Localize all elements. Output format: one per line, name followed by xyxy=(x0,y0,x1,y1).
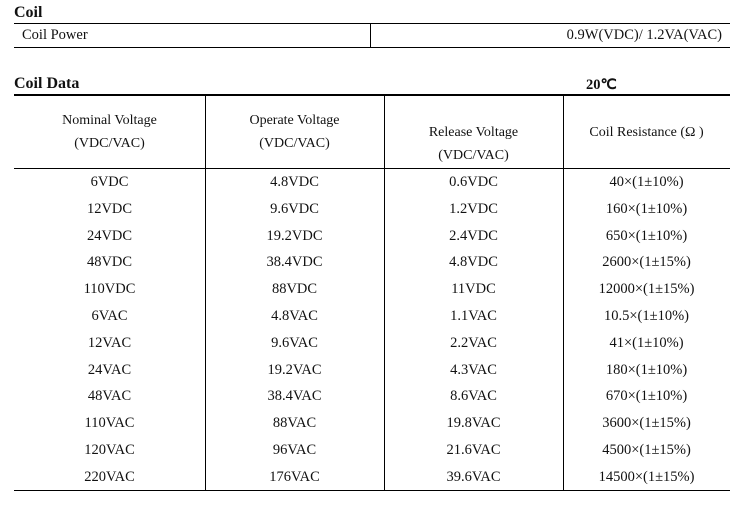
cell-resistance: 12000×(1±15%) xyxy=(598,281,695,298)
data-table-bottom-border xyxy=(14,490,730,491)
cell-resistance: 670×(1±10%) xyxy=(605,388,688,405)
cell-operate: 19.2VAC xyxy=(267,361,322,378)
header-operate-voltage xyxy=(205,109,384,155)
cell-resistance: 10.5×(1±10%) xyxy=(604,308,689,324)
coil-power-label: Coil Power xyxy=(22,27,88,43)
cell-resistance: 180×(1±10%) xyxy=(605,361,688,378)
cell-nominal: 24VDC xyxy=(86,227,133,244)
cell-release: 2.4VDC xyxy=(449,227,498,244)
cell-resistance: 650×(1±10%) xyxy=(605,227,688,244)
coil-data-section-title: Coil Data xyxy=(14,75,80,92)
cell-operate: 19.2VDC xyxy=(266,227,323,244)
coil-section-title: Coil xyxy=(14,4,43,21)
cell-operate: 38.4VDC xyxy=(266,254,323,271)
cell-release: 2.2VAC xyxy=(450,334,497,351)
cell-resistance: 41×(1±10%) xyxy=(609,334,684,351)
cell-release: 4.3VAC xyxy=(450,361,497,378)
header-operate-line1: Operate Voltage xyxy=(249,113,340,128)
cell-operate: 88VDC xyxy=(271,281,318,298)
data-table-header-border xyxy=(14,168,730,169)
cell-nominal: 110VDC xyxy=(83,281,136,298)
cell-release: 1.1VAC xyxy=(450,308,497,324)
cell-resistance: 3600×(1±15%) xyxy=(602,415,691,432)
cell-release: 1.2VDC xyxy=(449,200,498,217)
coil-table-divider xyxy=(370,23,371,47)
cell-resistance: 2600×(1±15%) xyxy=(602,254,691,271)
cell-release: 19.8VAC xyxy=(446,415,501,432)
cell-release: 0.6VDC xyxy=(449,174,498,190)
header-nominal-voltage xyxy=(14,109,205,155)
data-table-top-border xyxy=(14,94,730,96)
cell-resistance: 14500×(1±15%) xyxy=(598,468,695,485)
header-release-line2: (VDC/VAC) xyxy=(438,148,509,163)
cell-release: 11VDC xyxy=(451,281,496,298)
cell-release: 39.6VAC xyxy=(446,468,501,485)
cell-nominal: 48VAC xyxy=(87,388,132,405)
header-release-voltage xyxy=(384,121,563,167)
cell-resistance: 160×(1±10%) xyxy=(605,200,688,217)
cell-operate: 88VAC xyxy=(272,415,317,432)
cell-release: 21.6VAC xyxy=(446,442,501,458)
cell-operate: 4.8VDC xyxy=(270,174,319,190)
cell-nominal: 110VAC xyxy=(84,415,135,432)
cell-nominal: 48VDC xyxy=(86,254,133,271)
cell-nominal: 220VAC xyxy=(84,468,135,485)
coil-power-value: 0.9W(VDC)/ 1.2VA(VAC) xyxy=(566,27,722,43)
cell-resistance: 40×(1±10%) xyxy=(609,174,684,190)
cell-operate: 176VAC xyxy=(269,468,320,485)
cell-operate: 9.6VAC xyxy=(271,334,318,351)
cell-operate: 4.8VAC xyxy=(271,308,318,324)
coil-table-bottom-border xyxy=(14,47,730,48)
cell-nominal: 12VDC xyxy=(86,200,133,217)
cell-nominal: 6VAC xyxy=(91,308,128,324)
cell-operate: 38.4VAC xyxy=(267,388,322,405)
cell-operate: 96VAC xyxy=(272,442,317,458)
cell-nominal: 6VDC xyxy=(90,174,129,190)
cell-resistance: 4500×(1±15%) xyxy=(602,442,691,458)
cell-operate: 9.6VDC xyxy=(270,200,319,217)
header-nominal-line1: Nominal Voltage xyxy=(62,113,157,128)
temperature-label: 20℃ xyxy=(586,77,617,93)
cell-nominal: 24VAC xyxy=(87,361,132,378)
cell-nominal: 12VAC xyxy=(87,334,132,351)
cell-release: 4.8VDC xyxy=(449,254,498,271)
coil-table-top-border xyxy=(14,23,730,24)
header-nominal-line2: (VDC/VAC) xyxy=(74,136,145,151)
header-operate-line2: (VDC/VAC) xyxy=(259,136,330,151)
cell-nominal: 120VAC xyxy=(84,442,135,458)
header-coil-resistance: Coil Resistance (Ω ) xyxy=(589,125,704,140)
cell-release: 8.6VAC xyxy=(450,388,497,405)
header-release-line1: Release Voltage xyxy=(428,125,519,140)
